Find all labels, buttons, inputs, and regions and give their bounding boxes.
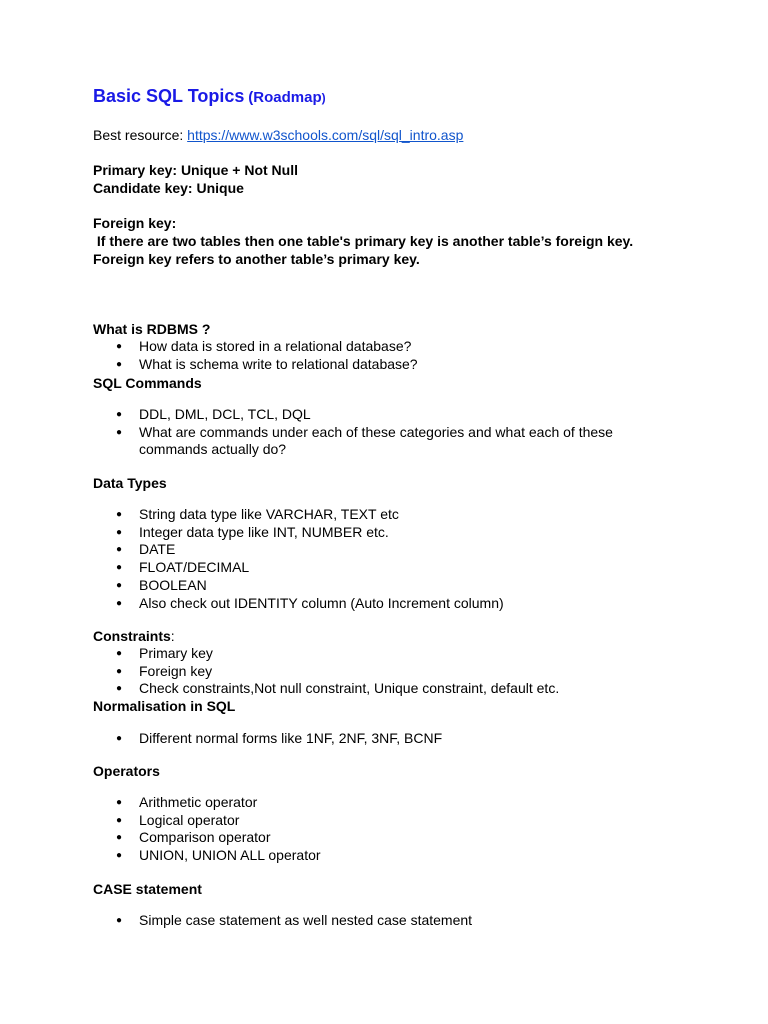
normalisation-heading: Normalisation in SQL [93,698,236,714]
data-types-heading: Data Types [93,475,167,491]
resource-line [93,126,463,144]
list-item: ● Comparison operator [93,829,639,847]
list-item: ● How data is stored in a relational database? [93,338,639,356]
list-item: ● Arithmetic operator [93,794,639,812]
list-item: ● DDL, DML, DCL, TCL, DQL [93,406,639,424]
data-types-list [93,506,639,612]
constraints-heading-line [93,627,175,645]
candidate-key-line: Candidate key: Unique [93,180,244,196]
list-item: ● DATE [93,541,639,559]
list-item: ● String data type like VARCHAR, TEXT etc [93,506,639,524]
operators-list [93,794,639,865]
list-item: ● Logical operator [93,812,639,830]
case-statement-heading: CASE statement [93,881,202,897]
list-item: ● BOOLEAN [93,577,639,595]
title-close-paren: ) [321,91,326,105]
resource-label: Best resource: [93,127,188,143]
list-item: ● Primary key [93,645,639,663]
rdbms-list [93,338,639,373]
list-item: ● What are commands under each of these categories and what each of these commands actually do? [93,424,639,459]
constraints-list [93,645,639,698]
list-item: ● Also check out IDENTITY column (Auto Increment column) [93,595,639,613]
foreign-key-line-2: Foreign key refers to another table’s primary key. [93,251,420,267]
title-main: Basic SQL Topics [93,86,245,106]
constraints-colon: : [170,628,175,644]
title-sub: (Roadmap [248,89,322,106]
normalisation-list [93,730,639,748]
foreign-key-line-1: If there are two tables then one table's primary key is another table’s foreign key. [93,233,634,249]
operators-heading: Operators [93,763,160,779]
primary-key-line: Primary key: Unique + Not Null [93,162,298,178]
list-item: ● FLOAT/DECIMAL [93,559,639,577]
document-title [93,86,326,107]
list-item: ● Foreign key [93,663,639,681]
list-item: ● Integer data type like INT, NUMBER etc. [93,524,639,542]
constraints-heading: Constraints [93,628,171,644]
sql-commands-list [93,406,639,459]
list-item: ● Simple case statement as well nested case statement [93,912,639,930]
sql-commands-heading: SQL Commands [93,375,202,391]
list-item: ● Check constraints,Not null constraint, Unique constraint, default etc. [93,680,639,698]
list-item: ● UNION, UNION ALL operator [93,847,639,865]
foreign-key-heading: Foreign key: [93,215,177,231]
case-statement-list [93,912,639,930]
rdbms-heading: What is RDBMS ? [93,321,211,337]
list-item: ● Different normal forms like 1NF, 2NF, 3NF, BCNF [93,730,639,748]
list-item: ● What is schema write to relational database? [93,356,639,374]
resource-link[interactable]: https://www.w3schools.com/sql/sql_intro.asp [187,127,464,143]
